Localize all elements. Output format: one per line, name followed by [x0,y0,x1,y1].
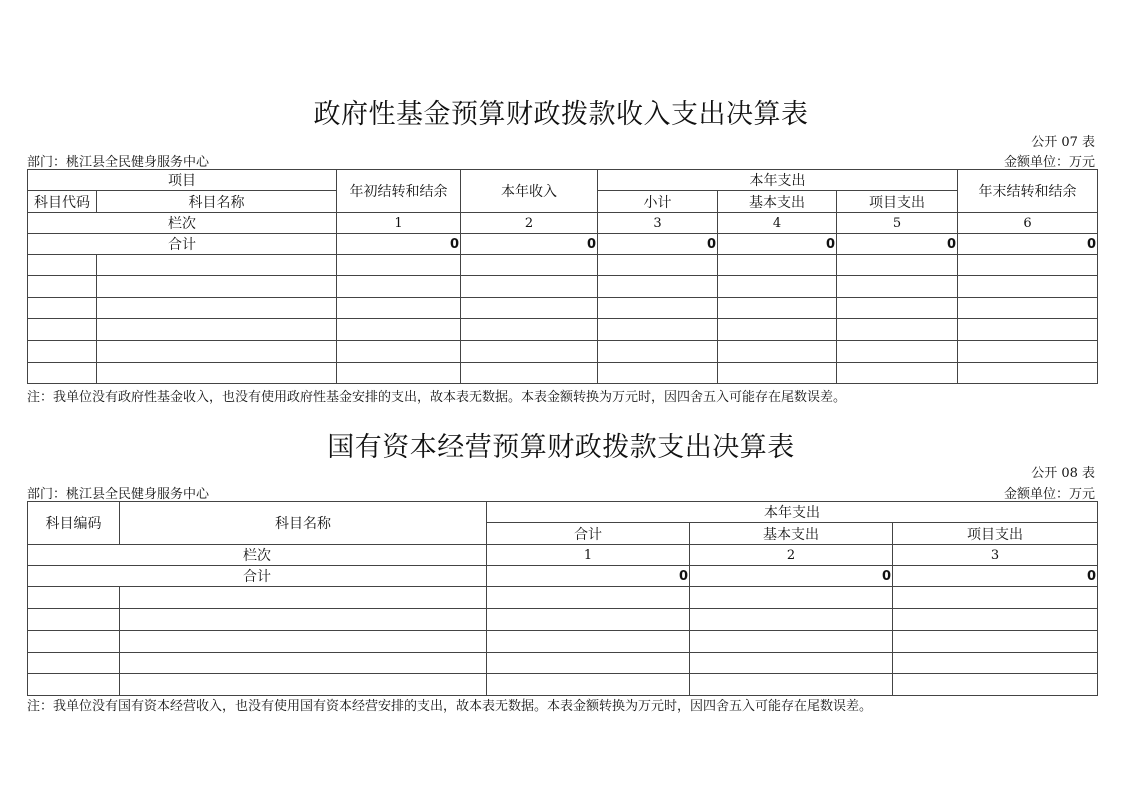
table1 [27,169,1098,384]
total-value: 0 [837,234,958,255]
header-opening-balance: 年初结转和结余 [337,170,461,213]
total-value: 0 [487,566,690,587]
header-subtotal: 小计 [598,191,718,213]
total-value: 0 [690,566,893,587]
total-value: 0 [958,234,1098,255]
table-row [28,587,1098,609]
header-project-expense: 项目支出 [893,523,1098,545]
table-row [28,653,1098,674]
index-cell: 3 [893,545,1098,566]
table1-unit: 金额单位：万元 [1003,155,1095,170]
table2-note: 注：我单位没有国有资本经营收入，也没有使用国有资本经营安排的支出，故本表无数据。本表金额转换为万元时，因四舍五入可能存在尾数误差。 [27,699,873,714]
index-cell: 6 [958,213,1098,234]
total-value: 0 [598,234,718,255]
table2-unit: 金额单位：万元 [1003,487,1095,502]
index-cell: 2 [461,213,598,234]
table-row [28,298,1098,319]
total-label: 合计 [28,234,337,255]
table2-dept: 部门：桃江县全民健身服务中心 [27,487,210,502]
table2 [27,501,1098,696]
index-cell: 5 [837,213,958,234]
total-value: 0 [893,566,1098,587]
header-current-expense: 本年支出 [487,502,1098,523]
index-label: 栏次 [28,213,337,234]
index-cell: 4 [718,213,837,234]
header-basic-expense: 基本支出 [690,523,893,545]
table1-title: 政府性基金预算财政拨款收入支出决算表 [313,99,809,130]
table2-form-no: 公开 08 表 [1031,466,1095,481]
table-row [28,319,1098,341]
table2-title: 国有资本经营预算财政拨款支出决算表 [327,432,795,463]
header-closing-balance: 年末结转和结余 [958,170,1098,213]
index-cell: 1 [487,545,690,566]
header-basic-expense: 基本支出 [718,191,837,213]
total-label: 合计 [28,566,487,587]
header-current-income: 本年收入 [461,170,598,213]
table-row [28,631,1098,653]
index-cell: 2 [690,545,893,566]
table1-form-no: 公开 07 表 [1031,135,1095,150]
table-row [28,341,1098,363]
table-row [28,609,1098,631]
header-subject-name: 科目名称 [120,502,487,545]
header-current-expense: 本年支出 [598,170,958,191]
index-label: 栏次 [28,545,487,566]
table-row [28,276,1098,298]
table-row [28,674,1098,696]
header-subject-name: 科目名称 [97,191,337,213]
header-subject-code: 科目代码 [28,191,97,213]
header-total: 合计 [487,523,690,545]
table-row [28,363,1098,384]
total-value: 0 [337,234,461,255]
header-subject-code: 科目编码 [28,502,120,545]
total-value: 0 [718,234,837,255]
table1-note: 注：我单位没有政府性基金收入，也没有使用政府性基金安排的支出，故本表无数据。本表金额转换为万元时，因四舍五入可能存在尾数误差。 [27,390,847,405]
header-project-expense: 项目支出 [837,191,958,213]
table1-dept: 部门：桃江县全民健身服务中心 [27,155,210,170]
table-row [28,255,1098,276]
index-cell: 3 [598,213,718,234]
index-cell: 1 [337,213,461,234]
header-item: 项目 [28,170,337,191]
total-value: 0 [461,234,598,255]
